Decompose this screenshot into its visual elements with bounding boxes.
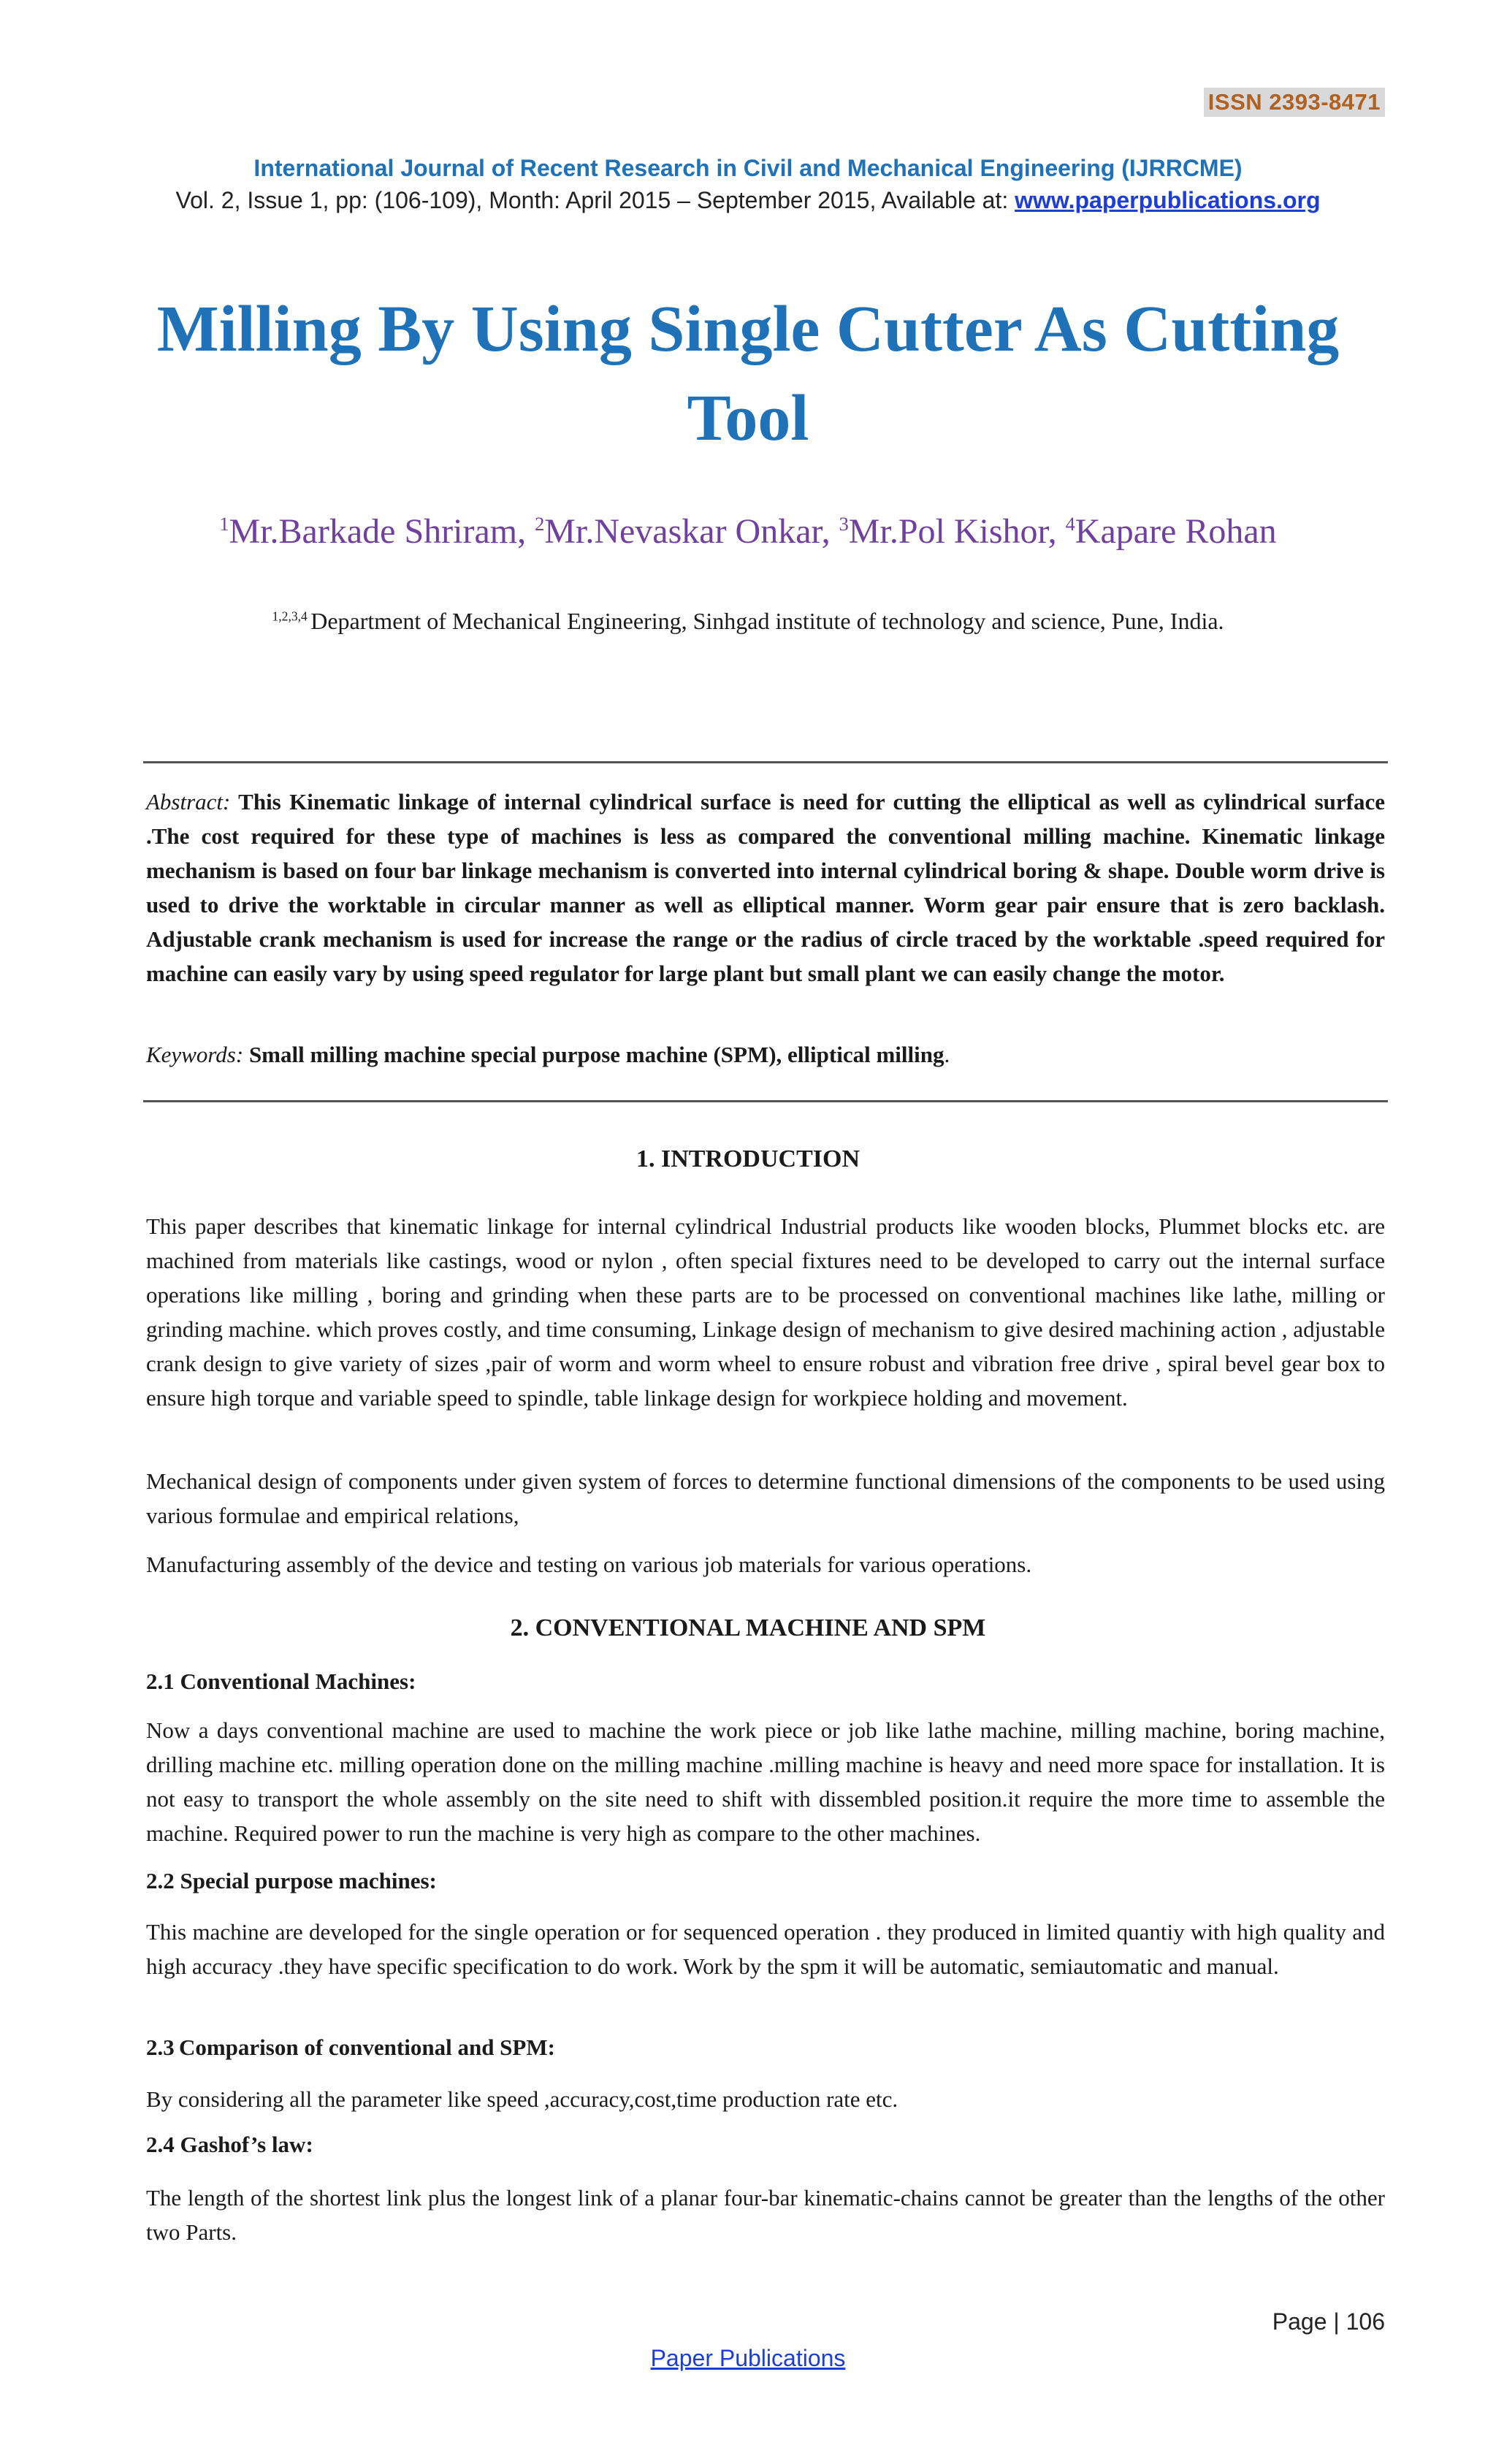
author-2-name: Mr.Nevaskar Onkar, bbox=[544, 512, 839, 551]
section-2-4-paragraph: The length of the shortest link plus the longest link of a planar four-bar kinematic-chains cannot be greater than the lengths of the other two Parts. bbox=[146, 2185, 1385, 2245]
author-3-name: Mr.Pol Kishor, bbox=[848, 512, 1066, 551]
section-2-2-heading: 2.2 Special purpose machines: bbox=[146, 1868, 437, 1893]
title-line-1: Milling By Using Single Cutter As Cutting bbox=[156, 293, 1340, 365]
section-2-heading: 2. CONVENTIONAL MACHINE AND SPM bbox=[510, 1614, 986, 1641]
bottom-divider bbox=[143, 1100, 1388, 1102]
publisher-link[interactable]: Paper Publications bbox=[650, 2345, 846, 2371]
page-number: Page | 106 bbox=[1272, 2308, 1385, 2335]
intro-paragraph-3: Manufacturing assembly of the device and testing on various job materials for various operations. bbox=[146, 1552, 1032, 1577]
keywords-end: . bbox=[944, 1042, 950, 1067]
affiliation-text: Department of Mechanical Engineering, Sinhgad institute of technology and science, Pune, India. bbox=[310, 608, 1224, 634]
volume-info bbox=[0, 187, 1496, 214]
paper-title bbox=[117, 285, 1379, 463]
journal-name: International Journal of Recent Research in Civil and Mechanical Engineering (IJRRCME) bbox=[253, 155, 1243, 181]
intro-paragraph-2: Mechanical design of components under given system of forces to determine functional dimensions of the components to be used using various formulae and empirical relations, bbox=[146, 1468, 1385, 1528]
journal-website-link[interactable]: www.paperpublications.org bbox=[1015, 187, 1321, 213]
keywords-label: Keywords: bbox=[146, 1042, 244, 1067]
abstract bbox=[146, 785, 1385, 991]
author-list bbox=[0, 511, 1496, 552]
intro-paragraph-1: This paper describes that kinematic linkage for internal cylindrical Industrial products like wooden blocks, Plummet blocks etc. are machined from materials like castings, wood or nylon , often special fixtures need to be developed to carry out the internal surface operations like milling , boring and grinding when these parts are to be processed on conventional machines like lathe, milling or grinding machine. which proves costly, and time consuming, Linkage design of mechanism to give desired machining action , adjustable crank design to give variety of sizes ,pair of worm and worm wheel to ensure robust and vibration free drive , spiral bevel gear box to ensure high torque and variable speed to spindle, table linkage design for workpiece holding and movement. bbox=[146, 1213, 1385, 1411]
author-4-number: 4 bbox=[1065, 513, 1075, 535]
volume-text: Vol. 2, Issue 1, pp: (106-109), Month: April 2015 – September 2015, Available at: bbox=[175, 187, 1015, 213]
keywords-text: Small milling machine special purpose machine (SPM), elliptical milling bbox=[243, 1042, 944, 1067]
section-2-2-paragraph: This machine are developed for the single operation or for sequenced operation . they produced in limited quantiy with high quality and high accuracy .they have specific specification to do work. Work by the spm it will be automatic, semiautomatic and manual. bbox=[146, 1919, 1385, 1979]
author-2-number: 2 bbox=[535, 513, 545, 535]
section-2-3-heading: 2.3 Comparison of conventional and SPM: bbox=[146, 2034, 555, 2060]
abstract-label: Abstract: bbox=[146, 789, 231, 815]
affiliation-numbers: 1,2,3,4 bbox=[272, 609, 311, 624]
section-1-heading: 1. INTRODUCTION bbox=[636, 1145, 860, 1172]
section-2-1-heading: 2.1 Conventional Machines: bbox=[146, 1668, 416, 1694]
author-1-number: 1 bbox=[219, 513, 229, 535]
top-divider bbox=[143, 761, 1388, 763]
section-2-1-paragraph: Now a days conventional machine are used to machine the work piece or job like lathe machine, milling machine, boring machine, drilling machine etc. milling operation done on the milling machine .milling machine is heavy and need more space for installation. It is not easy to transport the whole assembly on the site need to shift with dissembled position.it require the more time to assemble the machine. Required power to run the machine is very high as compare to the other machines. bbox=[146, 1717, 1385, 1846]
keywords bbox=[146, 1037, 1385, 1072]
title-line-2: Tool bbox=[687, 382, 809, 454]
issn-badge: ISSN 2393-8471 bbox=[1204, 88, 1385, 117]
section-2-4-heading: 2.4 Gashof’s law: bbox=[146, 2132, 313, 2157]
author-4-name: Kapare Rohan bbox=[1075, 512, 1277, 551]
author-1-name: Mr.Barkade Shriram, bbox=[229, 512, 535, 551]
author-3-number: 3 bbox=[839, 513, 849, 535]
section-2-3-paragraph: By considering all the parameter like speed ,accuracy,cost,time production rate etc. bbox=[146, 2086, 898, 2112]
abstract-text: This Kinematic linkage of internal cylindrical surface is need for cutting the elliptical as well as cylindrical surface .The cost required for these type of machines is less as compared the conventional milling machine. Kinematic linkage mechanism is based on four bar linkage mechanism is converted into internal cylindrical boring & shape. Double worm drive is used to drive the worktable in circular manner as well as elliptical manner. Worm gear pair ensure that is zero backlash. Adjustable crank mechanism is used for increase the range or the radius of circle traced by the worktable .speed required for machine can easily vary by using speed regulator for large plant but small plant we can easily change the motor. bbox=[146, 789, 1385, 986]
affiliation bbox=[0, 608, 1496, 635]
